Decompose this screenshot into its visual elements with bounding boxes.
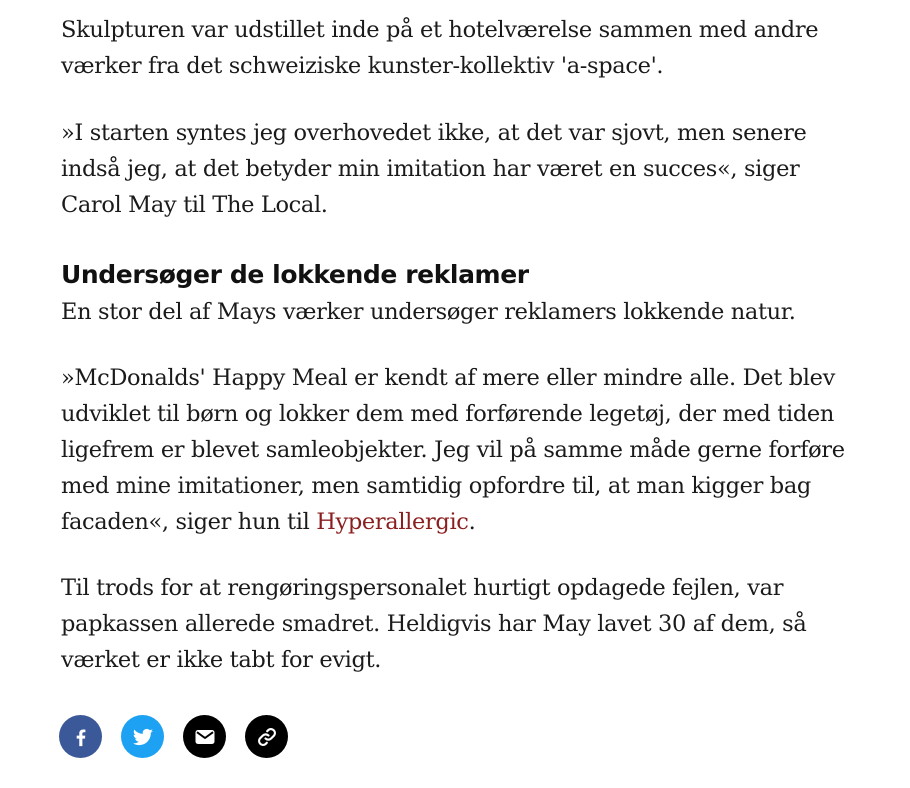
facebook-share-button[interactable]	[59, 715, 102, 758]
share-bar	[59, 715, 288, 758]
paragraph-2: »I starten syntes jeg overhovedet ikke, at det var sjovt, men senere indså jeg, at det betyder min imitation har været en succes«, siger Carol May til The Local.	[61, 120, 807, 218]
twitter-icon	[131, 725, 155, 749]
email-share-button[interactable]	[183, 715, 226, 758]
paragraph-4-text: »McDonalds' Happy Meal er kendt af mere eller mindre alle. Det blev udviklet til børn og lokker dem med forførende legetøj, der med tiden ligefrem er blevet samleobjekter. Jeg vil på samme måde gerne forføre med mine imitationer, men samtidig opfordre til, at man kigger bag facaden«, siger hun til	[61, 365, 845, 535]
paragraph-1: Skulpturen var udstillet inde på et hotelværelse sammen med andre værker fra det schweiziske kunster-kollektiv 'a-space'.	[61, 17, 819, 79]
paragraph-3: En stor del af Mays værker undersøger reklamers lokkende natur.	[61, 299, 796, 325]
paragraph-5: Til trods for at rengøringspersonalet hurtigt opdagede fejlen, var papkassen allerede smadret. Heldigvis har May lavet 30 af dem, så værket er ikke tabt for evigt.	[61, 575, 807, 673]
twitter-share-button[interactable]	[121, 715, 164, 758]
article-body	[61, 12, 861, 678]
link-icon	[255, 725, 279, 749]
paragraph-4-end: .	[468, 509, 476, 535]
section-heading: Undersøger de lokkende reklamer	[61, 260, 529, 289]
email-icon	[193, 725, 217, 749]
facebook-icon	[70, 726, 92, 748]
paragraph-4	[61, 360, 861, 540]
copy-link-button[interactable]	[245, 715, 288, 758]
hyperallergic-link[interactable]: Hyperallergic	[316, 509, 469, 535]
